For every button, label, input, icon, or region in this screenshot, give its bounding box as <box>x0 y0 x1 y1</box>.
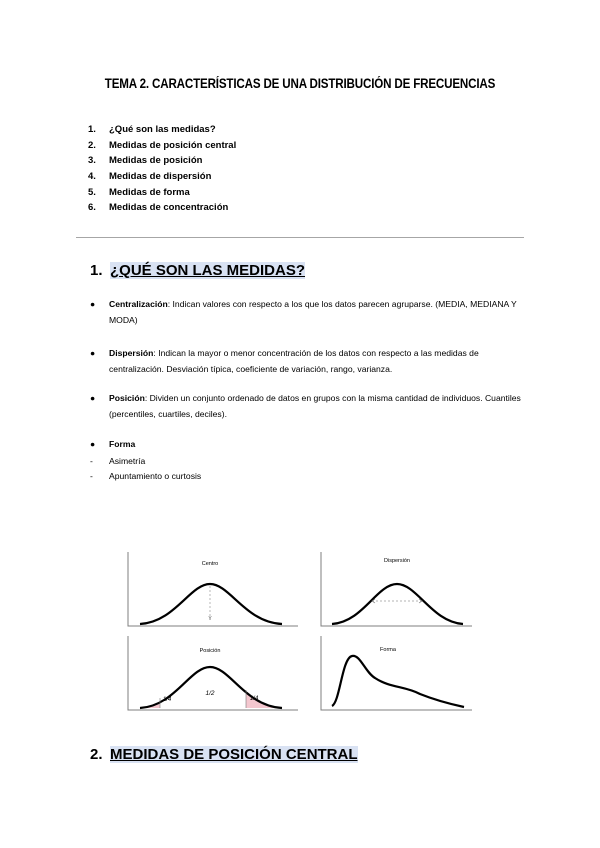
bullet-dispersion <box>90 346 522 377</box>
toc-label: ¿Qué son las medidas? <box>109 124 216 135</box>
quarter-label-left: 1/4 <box>162 697 172 703</box>
dash-text: Apuntamiento o curtosis <box>109 471 202 481</box>
panel-forma <box>321 636 472 710</box>
section-title: ¿QUÉ SON LAS MEDIDAS? <box>110 262 306 279</box>
toc-number: 6. <box>88 202 96 213</box>
toc-number: 5. <box>88 187 96 198</box>
toc-item-4 <box>88 171 211 182</box>
section-heading-2 <box>90 746 358 763</box>
bullet-term: Forma <box>109 439 136 449</box>
bullet-term: Dispersión <box>109 348 154 358</box>
panel-dispersion <box>321 552 472 626</box>
bullet-icon: ● <box>90 299 96 309</box>
section-title: MEDIDAS DE POSICIÓN CENTRAL <box>110 746 358 763</box>
toc-item-1 <box>88 124 216 135</box>
bullet-centralizacion <box>90 297 522 328</box>
toc-item-3 <box>88 155 202 166</box>
toc-item-6 <box>88 202 228 213</box>
mean-mark: Y <box>208 616 212 622</box>
toc-label: Medidas de forma <box>109 187 190 198</box>
panel-centro <box>128 552 298 626</box>
panel-label: Posición <box>199 648 221 654</box>
normal-curve <box>332 584 463 624</box>
bullet-text: : Indican valores con respecto a los que los datos parecen agruparse. (MEDIA, MEDIANA Y MODA) <box>109 299 517 325</box>
distribution-figure <box>120 548 480 713</box>
horizontal-rule <box>76 237 524 238</box>
toc-number: 3. <box>88 155 96 166</box>
quarter-label-right: 1/4 <box>249 696 259 702</box>
dash-item-curtosis <box>90 471 201 481</box>
panel-label: Dispersión <box>384 558 410 564</box>
section-heading-1 <box>90 262 305 279</box>
toc-item-5 <box>88 187 190 198</box>
toc-label: Medidas de concentración <box>109 202 229 213</box>
dash-icon: - <box>90 456 93 466</box>
panel-label: Forma <box>380 647 396 653</box>
dash-icon: - <box>90 471 93 481</box>
toc-number: 2. <box>88 140 96 151</box>
bullet-term: Posición <box>109 393 145 403</box>
normal-curve <box>140 667 282 708</box>
bullet-icon: ● <box>90 393 96 403</box>
panel-label: Centro <box>201 561 219 567</box>
half-label: 1/2 <box>205 690 215 697</box>
panel-posicion <box>128 636 298 710</box>
bullet-posicion <box>90 391 522 422</box>
dash-text: Asimetría <box>109 456 146 466</box>
skewed-curve <box>332 656 464 707</box>
toc-number: 1. <box>88 124 96 135</box>
section-number: 2. <box>90 746 103 763</box>
section-number: 1. <box>90 262 103 279</box>
toc-item-2 <box>88 140 236 151</box>
toc-label: Medidas de dispersión <box>109 171 212 182</box>
dash-item-asimetria <box>90 456 145 466</box>
toc-label: Medidas de posición <box>109 155 203 166</box>
page-title: TEMA 2. CARACTERÍSTICAS DE UNA DISTRIBUCIÓN DE FRECUENCIAS <box>104 76 496 91</box>
bullet-term: Centralización <box>109 299 168 309</box>
toc-number: 4. <box>88 171 96 182</box>
bullet-text: : Dividen un conjunto ordenado de datos en grupos con la misma cantidad de individuos. Cuantiles (percentiles, cuartiles, deciles). <box>109 393 521 419</box>
bullet-icon: ● <box>90 439 96 449</box>
bullet-icon: ● <box>90 348 96 358</box>
bullet-text: : Indican la mayor o menor concentración de los datos con respecto a las medidas de centralización. Desviación típica, coeficiente de variación, rango, varianza. <box>109 348 479 374</box>
toc-label: Medidas de posición central <box>109 140 237 151</box>
bullet-forma <box>90 437 522 453</box>
